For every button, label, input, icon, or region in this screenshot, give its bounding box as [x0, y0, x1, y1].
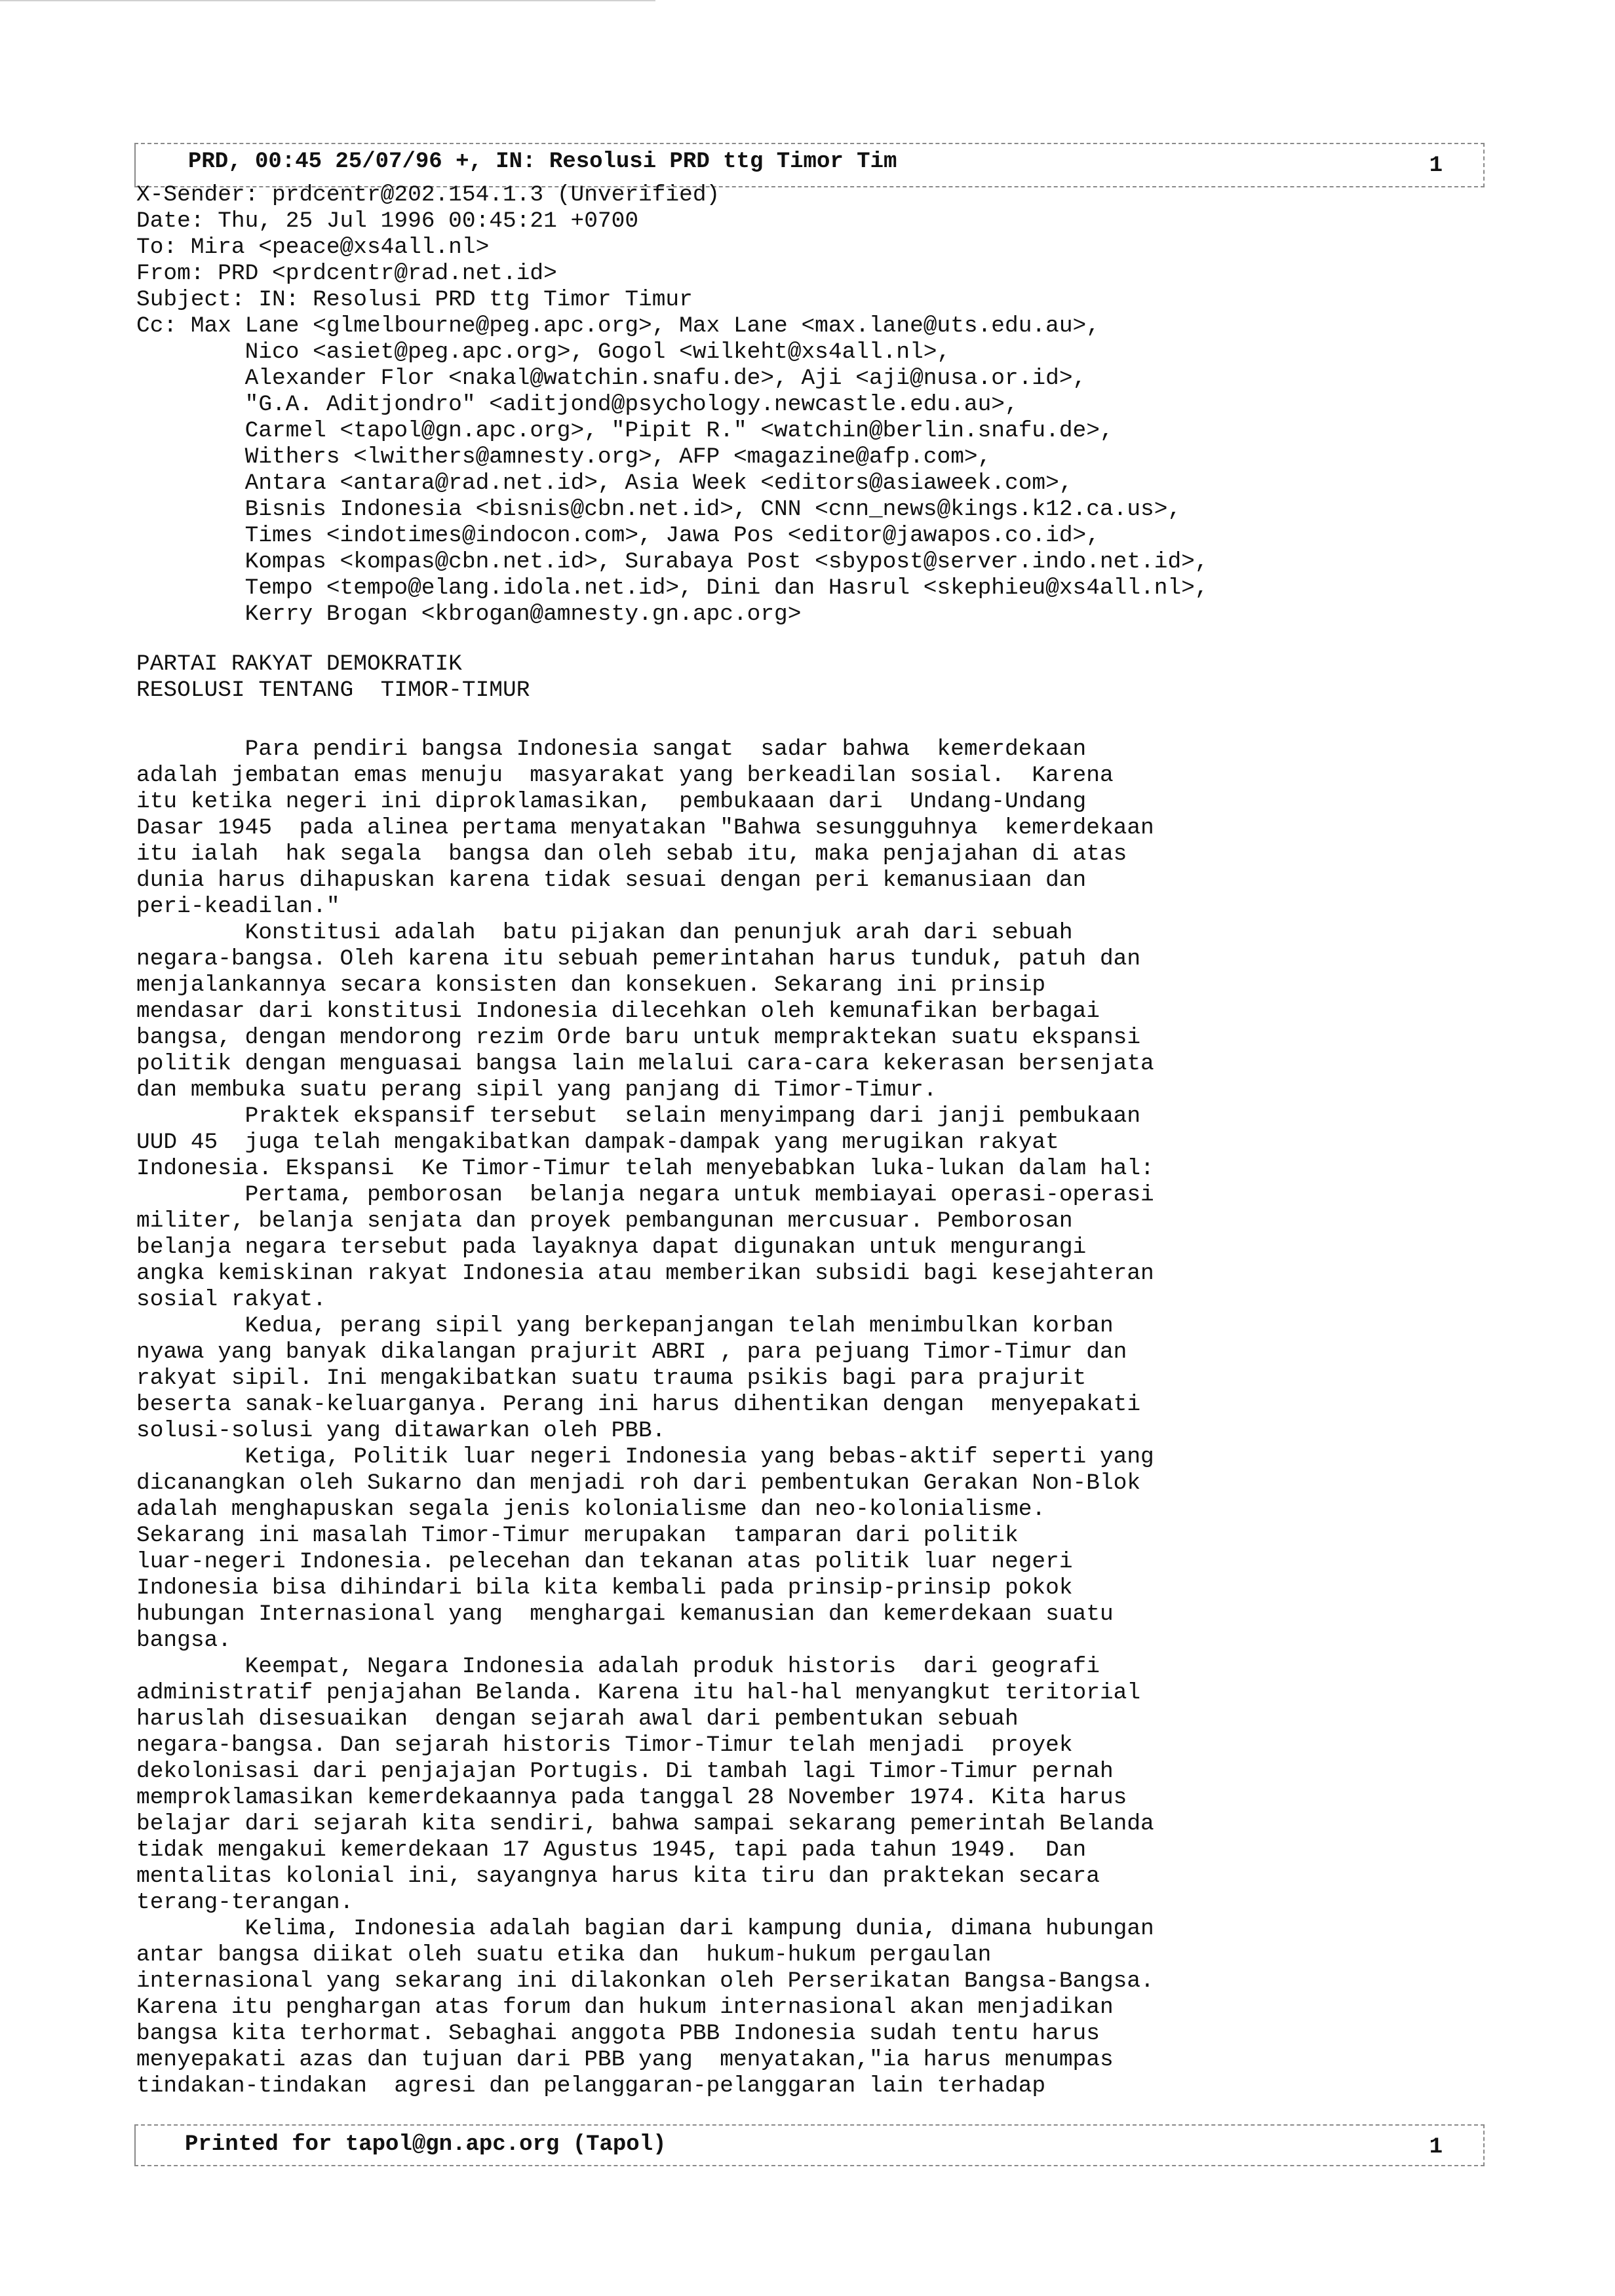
body-text-line: beserta sanak-keluarganya. Perang ini harus dihentikan dengan menyepakati — [136, 1392, 1141, 1417]
body-text-line: mendasar dari konstitusi Indonesia dilecehkan oleh kemunafikan berbagai — [136, 999, 1100, 1024]
body-text-line: Indonesia bisa dihindari bila kita kembali pada prinsip-prinsip pokok — [136, 1575, 1073, 1601]
body-text-line: politik dengan menguasai bangsa lain melalui cara-cara kekerasan bersenjata — [136, 1051, 1154, 1077]
body-text-line: adalah menghapuskan segala jenis kolonialisme dan neo-kolonialisme. — [136, 1497, 1046, 1522]
email-header-line: Subject: IN: Resolusi PRD ttg Timor Timur — [136, 287, 693, 313]
body-text-line: Indonesia. Ekspansi Ke Timor-Timur telah menyebabkan luka-lukan dalam hal: — [136, 1156, 1154, 1181]
email-header-line: Carmel <tapol@gn.apc.org>, "Pipit R." <watchin@berlin.snafu.de>, — [136, 418, 1114, 444]
email-header-line: From: PRD <prdcentr@rad.net.id> — [136, 261, 557, 286]
body-text-line: itu ketika negeri ini diproklamasikan, pembukaaan dari Undang-Undang — [136, 789, 1087, 814]
email-header-line: "G.A. Aditjondro" <aditjond@psychology.newcastle.edu.au>, — [136, 392, 1019, 417]
email-headers — [136, 182, 1209, 628]
body-text-line: haruslah disesuaikan dengan sejarah awal dari pembentukan sebuah — [136, 1706, 1019, 1732]
email-header-line: Withers <lwithers@amnesty.org>, AFP <magazine@afp.com>, — [136, 444, 992, 470]
print-header-bar — [134, 143, 1485, 187]
body-text-line: sosial rakyat. — [136, 1287, 326, 1312]
body-text-line: negara-bangsa. Oleh karena itu sebuah pemerintahan harus tunduk, patuh dan — [136, 946, 1141, 972]
body-text-line: hubungan Internasional yang menghargai kemanusian dan kemerdekaan suatu — [136, 1601, 1114, 1627]
body-text-line: dunia harus dihapuskan karena tidak sesuai dengan peri kemanusiaan dan — [136, 868, 1087, 893]
email-header-line: Bisnis Indonesia <bisnis@cbn.net.id>, CNN <cnn_news@kings.k12.ca.us>, — [136, 497, 1182, 522]
email-header-line: X-Sender: prdcentr@202.154.1.3 (Unverified) — [136, 182, 720, 208]
email-header-line: Date: Thu, 25 Jul 1996 00:45:21 +0700 — [136, 208, 639, 234]
body-text-line: bangsa. — [136, 1628, 231, 1653]
body-text-line: Karena itu penghargan atas forum dan hukum internasional akan menjadikan — [136, 1995, 1114, 2020]
resolution-body — [136, 737, 1473, 2099]
body-text-line: peri-keadilan." — [136, 894, 340, 919]
body-text-line: rakyat sipil. Ini mengakibatkan suatu trauma psikis bagi para prajurit — [136, 1366, 1087, 1391]
print-footer-label: Printed for tapol@gn.apc.org (Tapol) — [185, 2132, 667, 2157]
body-text-line: Kedua, perang sipil yang berkepanjangan telah menimbulkan korban — [136, 1313, 1114, 1339]
body-text-line: solusi-solusi yang ditawarkan oleh PBB. — [136, 1418, 666, 1444]
body-text-line: menjalankannya secara konsisten dan konsekuen. Sekarang ini prinsip — [136, 972, 1046, 998]
body-text-line: belanja negara tersebut pada layaknya dapat digunakan untuk mengurangi — [136, 1234, 1087, 1260]
body-text-line: dicanangkan oleh Sukarno dan menjadi roh dari pembentukan Gerakan Non-Blok — [136, 1470, 1141, 1496]
print-footer-bar — [134, 2124, 1485, 2166]
email-header-line: Alexander Flor <nakal@watchin.snafu.de>, Aji <aji@nusa.or.id>, — [136, 366, 1087, 391]
body-text-line: Pertama, pemborosan belanja negara untuk membiayai operasi-operasi — [136, 1182, 1154, 1208]
body-text-line: menyepakati azas dan tujuan dari PBB yang menyatakan,"ia harus menumpas — [136, 2047, 1114, 2073]
body-text-line: Dasar 1945 pada alinea pertama menyatakan "Bahwa sesungguhnya kemerdekaan — [136, 815, 1154, 841]
body-text-line: Keempat, Negara Indonesia adalah produk historis dari geografi — [136, 1654, 1100, 1679]
body-text-line: itu ialah hak segala bangsa dan oleh sebab itu, maka penjajahan di atas — [136, 841, 1127, 867]
body-text-line: internasional yang sekarang ini dilakonkan oleh Perserikatan Bangsa-Bangsa. — [136, 1968, 1154, 1994]
document-title-line: RESOLUSI TENTANG TIMOR-TIMUR — [136, 678, 530, 703]
body-text-line: memproklamasikan kemerdekaannya pada tanggal 28 November 1974. Kita harus — [136, 1785, 1127, 1810]
body-text-line: bangsa kita terhormat. Sebaghai anggota PBB Indonesia sudah tentu harus — [136, 2021, 1100, 2046]
body-text-line: nyawa yang banyak dikalangan prajurit ABRI , para pejuang Timor-Timur dan — [136, 1339, 1127, 1365]
body-text-line: mentalitas kolonial ini, sayangnya harus kita tiru dan praktekan secara — [136, 1864, 1100, 1889]
email-header-line: To: Mira <peace@xs4all.nl> — [136, 235, 490, 260]
body-text-line: luar-negeri Indonesia. pelecehan dan tekanan atas politik luar negeri — [136, 1549, 1073, 1575]
body-text-line: dekolonisasi dari penjajajan Portugis. Di tambah lagi Timor-Timur pernah — [136, 1759, 1114, 1784]
body-text-line: dan membuka suatu perang sipil yang panjang di Timor-Timur. — [136, 1077, 937, 1103]
body-text-line: angka kemiskinan rakyat Indonesia atau memberikan subsidi bagi kesejahteran — [136, 1261, 1154, 1286]
body-text-line: tindakan-tindakan agresi dan pelanggaran-pelanggaran lain terhadap — [136, 2073, 1046, 2099]
body-text-line: Konstitusi adalah batu pijakan dan penunjuk arah dari sebuah — [136, 920, 1073, 946]
body-text-line: Kelima, Indonesia adalah bagian dari kampung dunia, dimana hubungan — [136, 1916, 1154, 1942]
body-text-line: adalah jembatan emas menuju masyarakat yang berkeadilan sosial. Karena — [136, 763, 1114, 788]
document-title — [136, 651, 530, 704]
email-header-line: Tempo <tempo@elang.idola.net.id>, Dini dan Hasrul <skephieu@xs4all.nl>, — [136, 575, 1209, 601]
body-text-line: bangsa, dengan mendorong rezim Orde baru untuk mempraktekan suatu ekspansi — [136, 1025, 1141, 1050]
body-text-line: Para pendiri bangsa Indonesia sangat sadar bahwa kemerdekaan — [136, 737, 1087, 762]
body-text-line: antar bangsa diikat oleh suatu etika dan hukum-hukum pergaulan — [136, 1942, 992, 1968]
scan-edge-line — [0, 0, 655, 1]
body-text-line: Sekarang ini masalah Timor-Timur merupakan tamparan dari politik — [136, 1523, 1019, 1548]
email-header-line: Antara <antara@rad.net.id>, Asia Week <editors@asiaweek.com>, — [136, 470, 1073, 496]
print-header-page-number: 1 — [1429, 153, 1443, 178]
body-text-line: Ketiga, Politik luar negeri Indonesia yang bebas-aktif seperti yang — [136, 1444, 1154, 1470]
email-header-line: Kompas <kompas@cbn.net.id>, Surabaya Post <sbypost@server.indo.net.id>, — [136, 549, 1209, 575]
body-text-line: administratif penjajahan Belanda. Karena itu hal-hal menyangkut teritorial — [136, 1680, 1141, 1706]
email-header-line: Nico <asiet@peg.apc.org>, Gogol <wilkeht@xs4all.nl>, — [136, 339, 951, 365]
email-header-line: Cc: Max Lane <glmelbourne@peg.apc.org>, Max Lane <max.lane@uts.edu.au>, — [136, 313, 1100, 339]
body-text-line: tidak mengakui kemerdekaan 17 Agustus 1945, tapi pada tahun 1949. Dan — [136, 1837, 1087, 1863]
body-text-line: militer, belanja senjata dan proyek pembangunan mercusuar. Pemborosan — [136, 1208, 1073, 1234]
body-text-line: belajar dari sejarah kita sendiri, bahwa sampai sekarang pemerintah Belanda — [136, 1811, 1154, 1837]
print-header-title: PRD, 00:45 25/07/96 +, IN: Resolusi PRD ttg Timor Tim — [188, 149, 897, 174]
body-text-line: terang-terangan. — [136, 1890, 354, 1915]
email-header-line: Kerry Brogan <kbrogan@amnesty.gn.apc.org> — [136, 602, 802, 627]
body-text-line: negara-bangsa. Dan sejarah historis Timor-Timur telah menjadi proyek — [136, 1732, 1073, 1758]
body-text-line: Praktek ekspansif tersebut selain menyimpang dari janji pembukaan — [136, 1103, 1141, 1129]
print-footer-page-number: 1 — [1429, 2135, 1443, 2160]
body-text-line: UUD 45 juga telah mengakibatkan dampak-dampak yang merugikan rakyat — [136, 1130, 1059, 1155]
email-header-line: Times <indotimes@indocon.com>, Jawa Pos <editor@jawapos.co.id>, — [136, 523, 1100, 548]
document-title-line: PARTAI RAKYAT DEMOKRATIK — [136, 651, 462, 677]
